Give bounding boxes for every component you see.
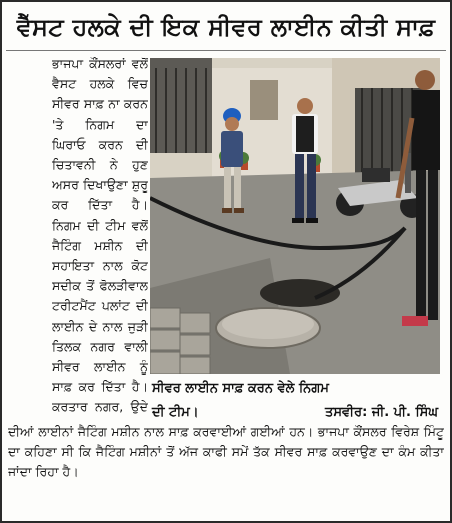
photo-caption-continued: ਦੀ ਟੀਮ।	[152, 405, 199, 420]
article-body-bottom: ਦੀਆਂ ਲਾਈਨਾਂ ਜੈਟਿੰਗ ਮਸ਼ੀਨ ਨਾਲ ਸਾਫ਼ ਕਰਵਾਈਆਂ ਗਈਆਂ ਹਨ। ਭਾਜਪਾ ਕੌਂਸਲਰ ਵਿਰੇਸ਼ ਮਿੰਟੂ ਦਾ ਕਹਿਣਾ ਸੀ ਕਿ ਜੈਟਿੰਗ ਮਸ਼ੀਨਾਂ ਤੋਂ ਅੱਜ ਕਾਫੀ ਸਮੇਂ ਤੱਕ ਸੀਵਰ ਸਾਫ਼ ਕਰਵਾਉਣ ਦਾ ਕੰਮ ਕੀਤਾ ਜਾਂਦਾ ਰਿਹਾ ਹੈ।	[8, 424, 444, 480]
article-headline: ਵੈੱਸਟ ਹਲਕੇ ਦੀ ਇਕ ਸੀਵਰ ਲਾਈਨ ਕੀਤੀ ਸਾਫ਼	[16, 13, 436, 41]
caption-text: ਸੀਵਰ ਲਾਈਨ ਸਾਫ਼ ਕਰਨ ਵੇਲੇ ਨਿਗਮ	[152, 381, 329, 396]
article-body-column: ਭਾਜਪਾ ਕੌਂਸਲਰਾਂ ਵਲੋਂ ਵੈਸਟ ਹਲਕੇ ਵਿਚ ਸੀਵਰ ਸਾਫ਼ ਨਾ ਕਰਨ 'ਤੇ ਨਿਗਮ ਦਾ ਘਿਰਾਓ ਕਰਨ ਦੀ ਚਿਤਾਵਨੀ ਨੇ ਹੁਣ ਅਸਰ ਦਿਖਾਉਣਾ ਸ਼ੁਰੂ ਕਰ ਦਿੱਤਾ ਹੈ। ਨਿਗਮ ਦੀ ਟੀਮ ਵਲੋਂ ਜੈਟਿੰਗ ਮਸ਼ੀਨ ਦੀ ਸਹਾਇਤਾ ਨਾਲ ਕੋਟ ਸਦੀਕ ਤੋਂ ਫੋਲੜੀਵਾਲ ਟਰੀਟਮੈਂਟ ਪਲਾਂਟ ਦੀ ਲਾਈਨ ਦੇ ਨਾਲ ਜੁੜੀ ਤਿਲਕ ਨਗਰ ਵਾਲੀ ਸੀਵਰ ਲਾਈਨ ਨੂੰ ਸਾਫ਼ ਕਰ ਦਿੱਤਾ ਹੈ। ਕਰਤਾਰ ਨਗਰ, ਉਦੇ	[52, 56, 148, 415]
photo-caption	[152, 378, 442, 400]
photo-credit-line	[152, 402, 442, 424]
headline-divider	[6, 50, 446, 51]
manhole-cover-top	[222, 309, 314, 339]
paving-tiles	[150, 308, 210, 374]
window	[250, 80, 278, 120]
photo-credit: ਤਸਵੀਰ: ਜੀ. ਪੀ. ਸਿੰਘ	[325, 405, 438, 420]
news-photo	[150, 58, 440, 374]
iron-gate-left	[150, 58, 212, 153]
photo-illustration	[150, 58, 440, 374]
